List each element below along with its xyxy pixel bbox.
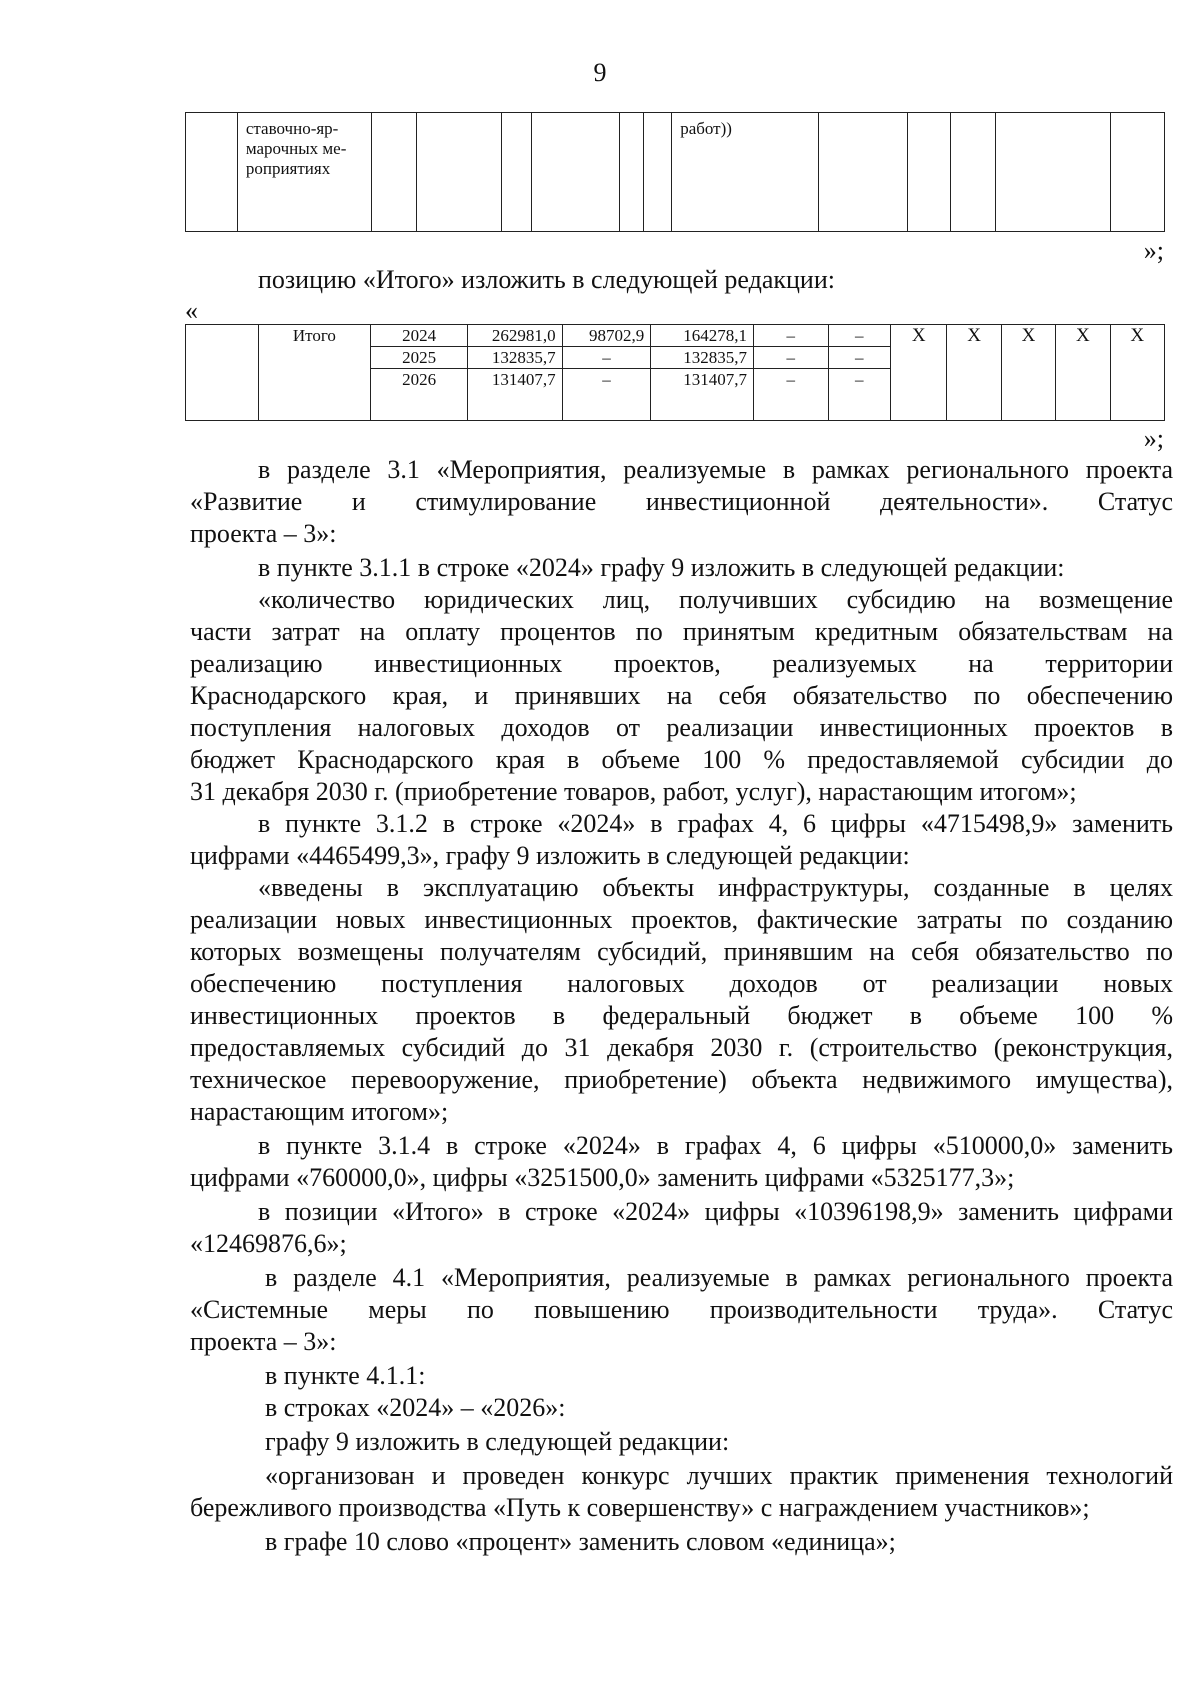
closing-quote: »; xyxy=(1143,424,1164,453)
paragraph-line: в пункте 3.1.4 в строке «2024» в графах 4, 6 цифры «510000,0» заменить xyxy=(258,1131,1173,1160)
table-cell xyxy=(644,113,672,232)
year-cell: 2025 xyxy=(371,347,468,369)
federal-cell: – xyxy=(562,369,651,421)
total-cell: 262981,0 xyxy=(468,325,563,347)
table-cell xyxy=(950,113,995,232)
paragraph-line: техническое перевооружение, приобретение) объекта недвижимого имущества), xyxy=(190,1065,1173,1094)
table-cell xyxy=(819,113,908,232)
paragraph-line: «Системные меры по повышению производительности труда». Статус xyxy=(190,1295,1173,1324)
federal-cell: – xyxy=(562,347,651,369)
paragraph-line: «Развитие и стимулирование инвестиционной деятельности». Статус xyxy=(190,487,1173,516)
paragraph-line: цифрами «760000,0», цифры «3251500,0» заменить цифрами «5325177,3»; xyxy=(190,1163,1015,1192)
paragraph-line: которых возмещены получателям субсидий, принявшим на себя обязательство по xyxy=(190,937,1173,966)
paragraph-line: цифрами «4465499,3», графу 9 изложить в следующей редакции: xyxy=(190,841,910,870)
paragraph-line: реализации новых инвестиционных проектов, фактические затраты по созданию xyxy=(190,905,1173,934)
x-mark: Х xyxy=(947,325,1001,421)
total-cell: 132835,7 xyxy=(468,347,563,369)
paragraph-line: позицию «Итого» изложить в следующей редакции: xyxy=(258,265,835,294)
other-cell: – xyxy=(828,347,890,369)
local-cell: – xyxy=(754,347,829,369)
local-cell: – xyxy=(754,325,829,347)
paragraph-line: в строках «2024» – «2026»: xyxy=(265,1393,566,1422)
local-cell: – xyxy=(754,369,829,421)
paragraph-line: нарастающим итогом»; xyxy=(190,1097,449,1126)
regional-cell: 131407,7 xyxy=(651,369,754,421)
table-cell-event-name xyxy=(237,113,371,232)
table-cell xyxy=(186,113,238,232)
continuation-table xyxy=(185,112,1165,232)
table-cell-result: работ)) xyxy=(672,113,819,232)
paragraph-line: проекта – 3»: xyxy=(190,1327,337,1356)
paragraph-line: в разделе 3.1 «Мероприятия, реализуемые в рамках регионального проекта xyxy=(258,455,1173,484)
regional-cell: 164278,1 xyxy=(651,325,754,347)
paragraph-line: 31 декабря 2030 г. (приобретение товаров, работ, услуг), нарастающим итогом»; xyxy=(190,777,1077,806)
regional-cell: 132835,7 xyxy=(651,347,754,369)
paragraph-line: части затрат на оплату процентов по принятым кредитным обязательствам на xyxy=(190,617,1173,646)
paragraph-line: в разделе 4.1 «Мероприятия, реализуемые в рамках регионального проекта xyxy=(265,1263,1173,1292)
other-cell: – xyxy=(828,325,890,347)
table-cell xyxy=(1110,113,1164,232)
paragraph-line: в графе 10 слово «процент» заменить словом «единица»; xyxy=(265,1527,896,1556)
year-cell: 2024 xyxy=(371,325,468,347)
x-mark: Х xyxy=(1110,325,1164,421)
page-number: 9 xyxy=(593,58,607,87)
itogo-label: Итого xyxy=(258,325,371,421)
paragraph-line: «организован и проведен конкурс лучших практик применения технологий xyxy=(265,1461,1173,1490)
table-cell xyxy=(371,113,416,232)
opening-quote: « xyxy=(185,296,198,325)
cell-line: ставочно-яр- xyxy=(245,119,339,138)
x-mark: Х xyxy=(891,325,947,421)
table-cell xyxy=(620,113,644,232)
paragraph-line: бюджет Краснодарского края в объеме 100 % предоставляемой субсидии до xyxy=(190,745,1173,774)
paragraph-line: предоставляемых субсидий до 31 декабря 2030 г. (строительство (реконструкция, xyxy=(190,1033,1173,1062)
paragraph-line: в пункте 3.1.1 в строке «2024» графу 9 изложить в следующей редакции: xyxy=(258,553,1065,582)
paragraph-line: в пункте 3.1.2 в строке «2024» в графах 4, 6 цифры «4715498,9» заменить xyxy=(258,809,1173,838)
table-cell xyxy=(501,113,531,232)
paragraph-line: в позиции «Итого» в строке «2024» цифры «10396198,9» заменить цифрами xyxy=(258,1197,1173,1226)
table-cell xyxy=(996,113,1111,232)
paragraph-line: «12469876,6»; xyxy=(190,1229,347,1258)
paragraph-line: бережливого производства «Путь к совершенству» с награждением участников»; xyxy=(190,1493,1090,1522)
paragraph-line: обеспечению поступления налоговых доходов от реализации новых xyxy=(190,969,1173,998)
paragraph-line: «количество юридических лиц, получивших субсидию на возмещение xyxy=(258,585,1173,614)
table-cell xyxy=(186,325,259,421)
paragraph-line: инвестиционных проектов в федеральный бюджет в объеме 100 % xyxy=(190,1001,1173,1030)
itogo-table xyxy=(185,324,1165,421)
cell-line: марочных ме- xyxy=(245,139,347,158)
cell-line: роприятиях xyxy=(245,159,331,178)
table-cell xyxy=(417,113,501,232)
year-cell: 2026 xyxy=(371,369,468,421)
x-mark: Х xyxy=(1056,325,1110,421)
paragraph-line: проекта – 3»: xyxy=(190,519,337,548)
paragraph-line: в пункте 4.1.1: xyxy=(265,1361,426,1390)
paragraph-line: графу 9 изложить в следующей редакции: xyxy=(265,1427,730,1456)
paragraph-line: «введены в эксплуатацию объекты инфраструктуры, созданные в целях xyxy=(258,873,1173,902)
paragraph-line: Краснодарского края, и принявших на себя обязательство по обеспечению xyxy=(190,681,1173,710)
table-cell xyxy=(907,113,950,232)
other-cell: – xyxy=(828,369,890,421)
total-cell: 131407,7 xyxy=(468,369,563,421)
paragraph-line: реализацию инвестиционных проектов, реализуемых на территории xyxy=(190,649,1173,678)
closing-quote: »; xyxy=(1143,236,1164,265)
table-cell xyxy=(531,113,620,232)
x-mark: Х xyxy=(1001,325,1055,421)
paragraph-line: поступления налоговых доходов от реализации инвестиционных проектов в xyxy=(190,713,1173,742)
federal-cell: 98702,9 xyxy=(562,325,651,347)
